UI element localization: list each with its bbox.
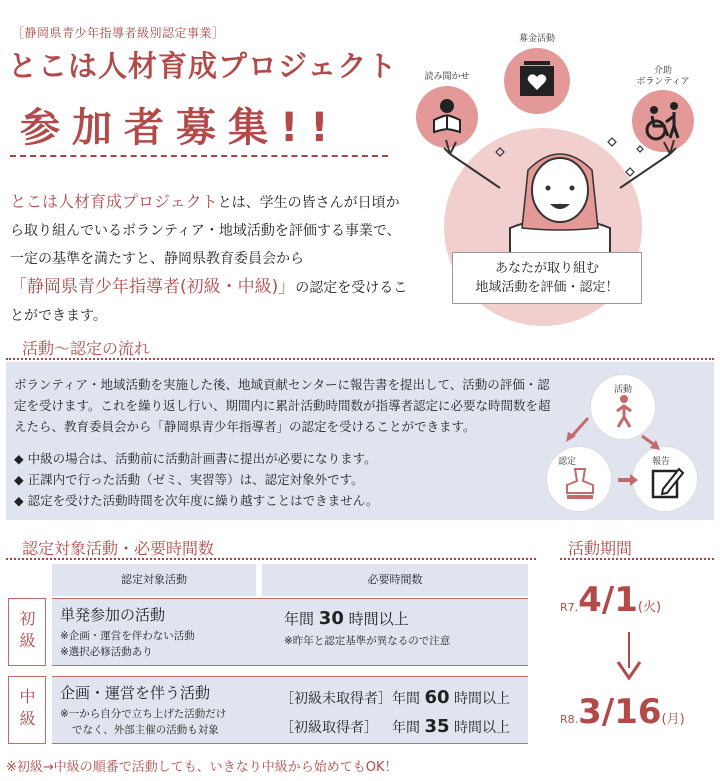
intermediate-row1-value: 60 (424, 687, 450, 708)
beginner-activity-cell (60, 604, 256, 660)
intro-text-1: とは、学生の皆さんが日頃から取り組んでいるボランティア・地域活動を評価する事業で、一定の基準を満たすと、静岡県教育委員会から (10, 195, 401, 267)
intermediate-row2-label: ［初級取得者］ (280, 720, 378, 736)
intermediate-row2-prefix: 年間 (392, 720, 420, 736)
beginner-hours-note: ※昨年と認定基準が異なるので注意 (284, 635, 451, 647)
intermediate-row1-suffix: 時間以上 (453, 691, 510, 707)
fundraising-icon-circle (504, 48, 570, 114)
flow-section-title: 活動～認定の流れ (22, 339, 151, 358)
intermediate-row1-label: ［初級未取得者］ (280, 691, 392, 707)
intro-lead: とこは人材育成プロジェクト (10, 192, 218, 211)
requirements-footnote: ※初級→中級の順番で活動しても、いきなり中級から始めてもOK！ (6, 760, 398, 775)
callout-line2: 地域活動を評価・認定！ (475, 280, 619, 295)
project-badge: ［静岡県青少年指導者級別認定事業］ (12, 26, 225, 40)
intermediate-activity: 企画・運営を伴う活動 (60, 684, 211, 702)
beginner-note-1: ※企画・運営を伴わない活動 (60, 630, 195, 642)
label-fundraising: 募金活動 (518, 34, 555, 44)
intermediate-row1-prefix: 年間 (392, 691, 420, 707)
flow-bullet-1: ◆ 中級の場合は、活動前に活動計画書に提出が必要になります。 (14, 448, 554, 469)
period-end-date: 3/16 (578, 692, 662, 732)
flow-label-activity: 活動 (614, 385, 633, 395)
intermediate-hours-row-1 (280, 684, 528, 713)
flow-section-divider (6, 358, 714, 360)
callout-box (452, 252, 642, 304)
intro-text-2: の認定を受けることができます。 (10, 280, 408, 324)
label-care-line2: ボランティア (636, 77, 690, 87)
donation-box-icon (504, 48, 570, 114)
title-divider (10, 155, 388, 157)
beginner-note-2: ※選択必修活動あり (60, 646, 153, 658)
intermediate-row2-suffix: 時間以上 (453, 720, 510, 736)
period-start-era: R7. (560, 601, 579, 614)
level-intermediate: 中級 (8, 676, 46, 744)
flow-bullet-3: ◆ 認定を受けた活動時間を次年度に繰り越すことはできません。 (14, 490, 554, 511)
beginner-activity: 単発参加の活動 (60, 606, 166, 624)
period-start (560, 580, 661, 620)
period-end-era: R8. (560, 713, 579, 726)
flow-label-report: 報告 (652, 457, 671, 467)
beginner-hours-prefix: 年間 (284, 610, 315, 628)
beginner-hours-suffix: 時間以上 (348, 610, 409, 628)
person-illustration (440, 128, 680, 258)
intermediate-activity-cell (60, 682, 270, 738)
intermediate-row2-value: 35 (424, 716, 450, 737)
hero-illustration (400, 24, 720, 344)
intro-highlight: 「静岡県青少年指導者(初級・中級)」 (10, 277, 296, 297)
label-care (628, 66, 698, 88)
intermediate-note-2: でなく、外部主催の活動も対象 (72, 724, 219, 736)
beginner-hours-value: 30 (318, 608, 344, 629)
beginner-hours (284, 608, 524, 629)
intro-paragraph (10, 188, 410, 330)
period-start-date: 4/1 (578, 580, 638, 620)
header-activity: 認定対象活動 (52, 564, 256, 596)
period-end (560, 692, 685, 732)
beginner-hours-cell (284, 608, 524, 649)
label-reading: 読み聞かせ (424, 72, 470, 82)
period-start-dow: (火) (637, 600, 662, 615)
intermediate-note-1: ※一から自分で立ち上げた活動だけ (60, 708, 227, 720)
flow-bullets (14, 448, 554, 511)
flow-label-certify: 認定 (558, 457, 577, 467)
period-section-title: 活動期間 (568, 539, 633, 558)
header-hours: 必要時間数 (262, 564, 528, 596)
intermediate-hours-cell (280, 684, 528, 742)
period-end-dow: (月) (661, 712, 685, 727)
requirements-section-title: 認定対象活動・必要時間数 (22, 539, 215, 558)
requirements-section-divider (6, 558, 536, 560)
flow-description: ボランティア・地域活動を実施した後、地域貢献センターに報告書を提出して、活動の評価・認定を受けます。これを繰り返し行い、期間内に累計活動時間数が指導者認定に必要な時間数を超えたら、教育委員会から「静岡県青少年指導者」の認定を受けることができます。 (14, 377, 551, 434)
flow-arrows (546, 374, 706, 514)
period-arrow-down-icon (616, 660, 642, 680)
callout-line1: あなたが取り組む (494, 261, 599, 276)
level-beginner: 初級 (8, 598, 46, 666)
label-care-line1: 介助 (653, 66, 672, 76)
page-title: とこは人材育成プロジェクト (8, 49, 398, 83)
period-section-divider (560, 558, 714, 560)
recruitment-heading: 参加者募集!! (20, 105, 341, 151)
intermediate-hours-row-2 (280, 713, 528, 742)
flow-bullet-2: ◆ 正課内で行った活動（ゼミ、実習等）は、認定対象外です。 (14, 469, 554, 490)
